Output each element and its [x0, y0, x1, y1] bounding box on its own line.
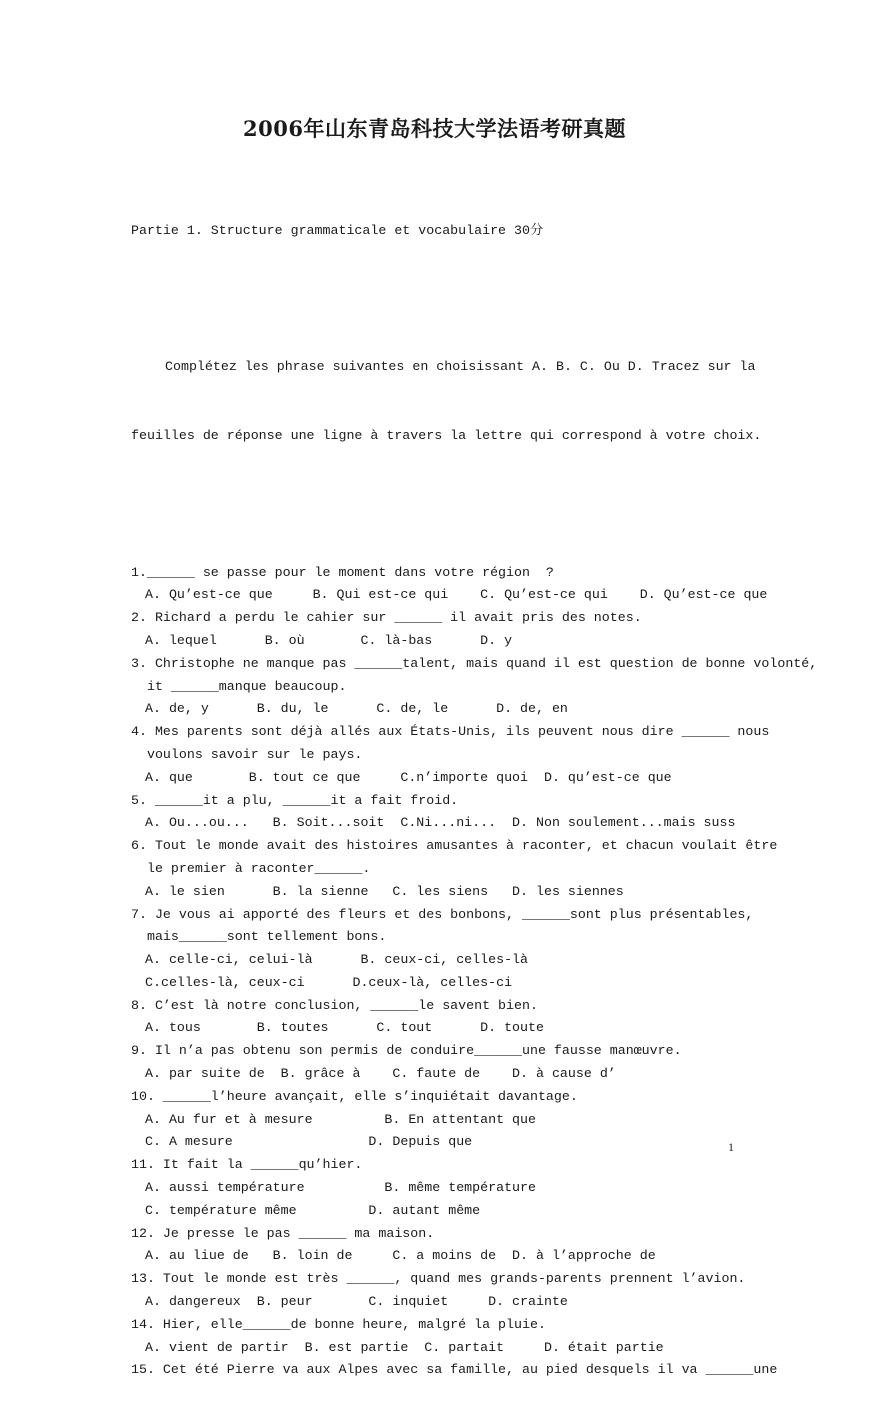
answer-options: A. Ou...ou... B. Soit...soit C.Ni...ni... D. Non soulement...mais suss: [145, 815, 736, 831]
answer-options: C. A mesure D. Depuis que: [145, 1134, 473, 1150]
question-text: mais______sont tellement bons.: [131, 929, 387, 945]
exam-content: [131, 174, 818, 1428]
question-text: 5. ______it a plu, ______it a fait froid.: [131, 792, 459, 808]
instructions-line-1: Complétez les phrase suivantes en choisissant A. B. C. Ou D. Tracez sur la: [165, 359, 756, 375]
answer-options: A. le sien B. la sienne C. les siens D. les siennes: [145, 883, 624, 899]
question-text: 10. ______l’heure avançait, elle s’inquiétait davantage.: [131, 1088, 578, 1104]
answer-options: A. que B. tout ce que C.n’importe quoi D. qu’est-ce que: [145, 769, 672, 785]
answer-options: C.celles-là, ceux-ci D.ceux-là, celles-ci: [145, 974, 513, 990]
question-text: 6. Tout le monde avait des histoires amusantes à raconter, et chacun voulait être: [131, 838, 778, 854]
answer-options: A. Qu’est-ce que B. Qui est-ce qui C. Qu’est-ce qui D. Qu’est-ce que: [145, 587, 768, 603]
question-text: 15. Cet été Pierre va aux Alpes avec sa famille, au pied desquels il va ______une: [131, 1362, 778, 1378]
instructions-line-2: feuilles de réponse une ligne à travers la lettre qui correspond à votre choix.: [131, 427, 762, 443]
question-text: 3. Christophe ne manque pas ______talent, mais quand il est question de bonne volonté,: [131, 655, 818, 671]
answer-options: A. celle-ci, celui-là B. ceux-ci, celles-là: [145, 952, 529, 968]
question-list: [131, 562, 818, 1383]
question-text: 4. Mes parents sont déjà allés aux États-Unis, ils peuvent nous dire ______ nous: [131, 724, 770, 740]
part-heading: Partie 1. Structure grammaticale et vocabulaire 30分: [131, 222, 544, 238]
question-text: 2. Richard a perdu le cahier sur ______ il avait pris des notes.: [131, 610, 642, 626]
question-text: le premier à raconter______.: [131, 860, 371, 876]
question-text: 1.______ se passe pour le moment dans votre région ?: [131, 564, 554, 580]
question-text: voulons savoir sur le pays.: [131, 746, 363, 762]
question-text: it ______manque beaucoup.: [131, 678, 347, 694]
question-text: 13. Tout le monde est très ______, quand mes grands-parents prennent l’avion.: [131, 1271, 746, 1287]
page-number: 1: [728, 1140, 734, 1154]
answer-options: A. de, y B. du, le C. de, le D. de, en: [145, 701, 568, 717]
answer-options: A. Au fur et à mesure B. En attentant que: [145, 1111, 536, 1127]
question-text: 14. Hier, elle______de bonne heure, malgré la pluie.: [131, 1316, 546, 1332]
answer-options: A. dangereux B. peur C. inquiet D. crainte: [145, 1294, 568, 1310]
spacer: [131, 288, 743, 311]
answer-options: A. vient de partir B. est partie C. partait D. était partie: [145, 1339, 664, 1355]
spacer: [131, 493, 743, 516]
answer-options: A. tous B. toutes C. tout D. toute: [145, 1020, 544, 1036]
question-text: 7. Je vous ai apporté des fleurs et des bonbons, ______sont plus présentables,: [131, 906, 754, 922]
document-title: 2006年山东青岛科技大学法语考研真题: [243, 116, 626, 141]
question-text: 8. C’est là notre conclusion, ______le savent bien.: [131, 997, 538, 1013]
question-text: 9. Il n’a pas obtenu son permis de conduire______une fausse manœuvre.: [131, 1043, 682, 1059]
answer-options: A. lequel B. où C. là-bas D. y: [145, 632, 513, 648]
answer-options: C. température même D. autant même: [145, 1202, 481, 1218]
question-text: 11. It fait la ______qu’hier.: [131, 1157, 363, 1173]
question-text: 12. Je presse le pas ______ ma maison.: [131, 1225, 435, 1241]
answer-options: A. au liue de B. loin de C. a moins de D. à l’approche de: [145, 1248, 656, 1264]
answer-options: A. aussi température B. même température: [145, 1180, 536, 1196]
answer-options: A. par suite de B. grâce à C. faute de D. à cause d’: [145, 1066, 616, 1082]
